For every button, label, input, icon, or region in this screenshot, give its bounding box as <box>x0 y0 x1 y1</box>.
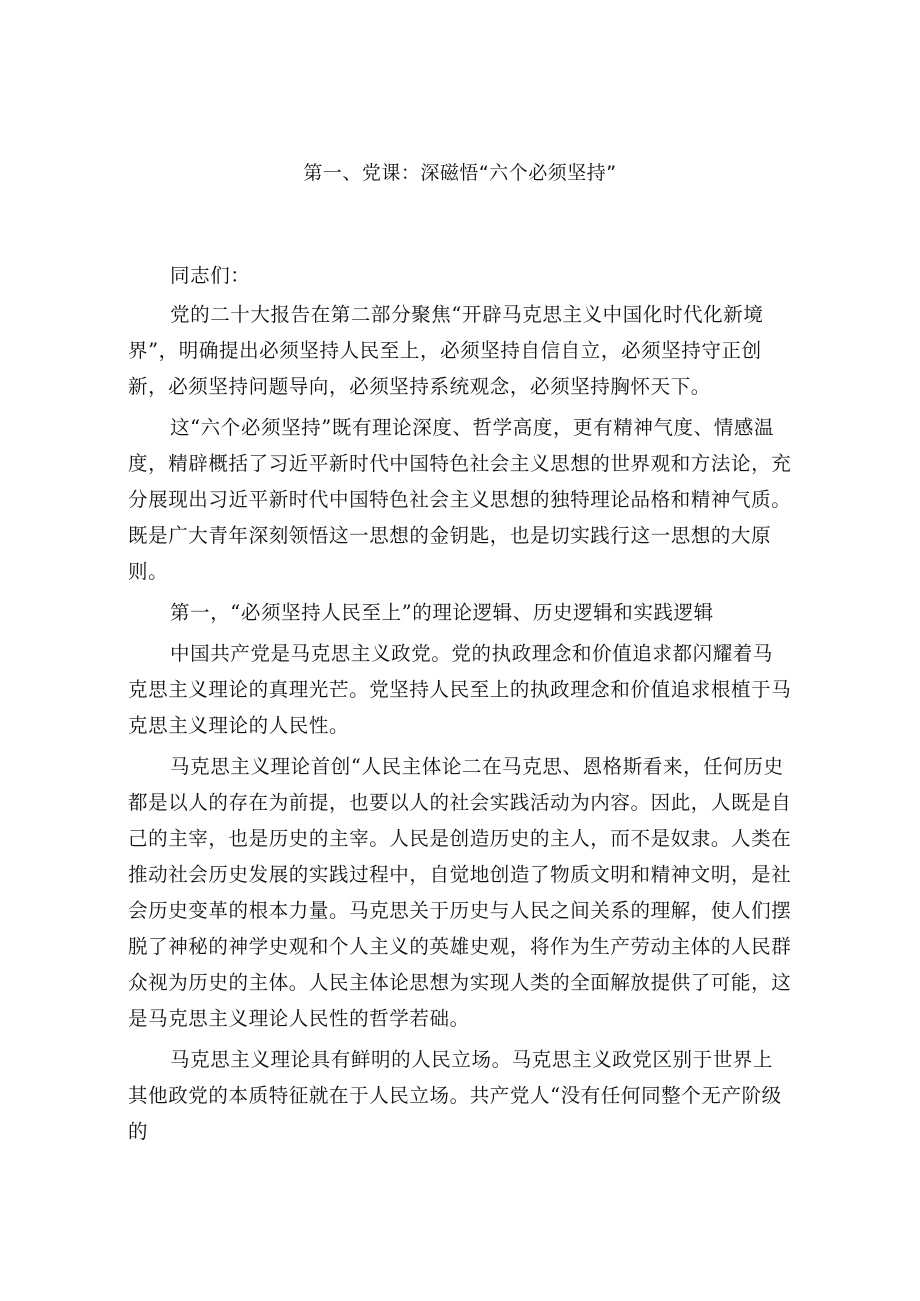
section-heading: 第一，“必须坚持人民至上”的理论逻辑、历史逻辑和实践逻辑 <box>170 601 714 624</box>
document-body <box>128 258 792 1155</box>
body-paragraph: 党的二十大报告在第二部分聚焦“开辟马克思主义中国化时代化新境界”，明确提出必须坚持人民至上，必须坚持自信自立，必须坚持守正创新，必须坚持问题导向，必须坚持系统观念，必须坚持胸怀天下。 <box>128 303 764 398</box>
body-paragraph: 中国共产党是马克思主义政党。党的执政理念和价值追求都闪耀着马克思主义理论的真理光芒。党坚持人民至上的执政理念和价值追求根植于马克思主义理论的人民性。 <box>128 642 792 737</box>
salutation-paragraph: 同志们： <box>170 264 251 287</box>
document-title: 第一、党课：深磁悟“六个必须坚持” <box>303 162 617 184</box>
body-paragraph: 马克思主义理论具有鲜明的人民立场。马克思主义政党区别于世界上其他政党的本质特征就在于人民立场。共产党人“没有任何同整个无产阶级的 <box>128 1048 782 1143</box>
body-paragraph: 这“六个必须坚持”既有理论深度、哲学高度，更有精神气度、情感温度，精辟概括了习近平新时代中国特色社会主义思想的世界观和方法论，充分展现出习近平新时代中国特色社会主义思想的独特理论品格和精神气质。既是广大青年深刻领悟这一思想的金钥匙，也是切实践行这一思想的大原则。 <box>128 416 792 583</box>
body-paragraph: 马克思主义理论首创“人民主体论二在马克思、恩格斯看来，任何历史都是以人的存在为前提，也要以人的社会实践活动为内容。因此，人既是自己的主宰，也是历史的主宰。人民是创造历史的主人，而不是奴隶。人类在推动社会历史发展的实践过程中，自觉地创造了物质文明和精神文明，是社会历史变革的根本力量。马克思关于历史与人民之间关系的理解，使人们摆脱了神秘的神学史观和个人主义的英雄史观，将作为生产劳动主体的人民群众视为历史的主体。人民主体论思想为实现人类的全面解放提供了可能，这是马克思主义理论人民性的哲学若础。 <box>128 755 792 1030</box>
